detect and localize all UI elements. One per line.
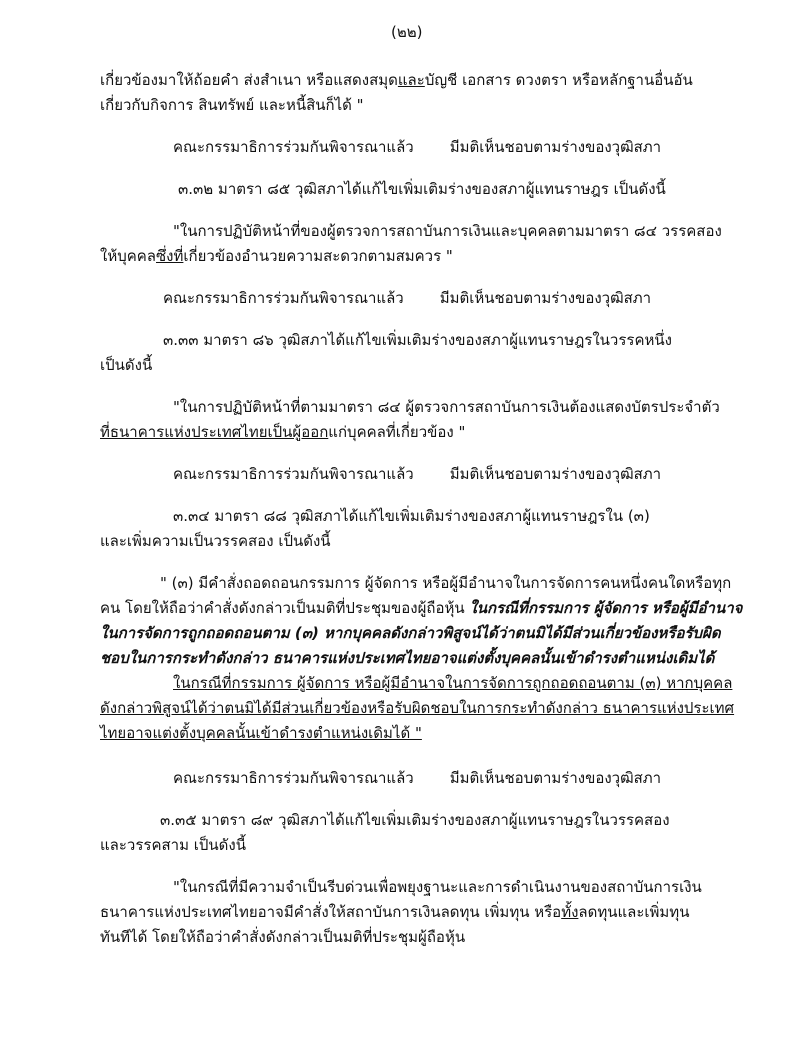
- quoted-text-line: คน โดยให้ถือว่าคำสั่งดังกล่าวเป็นมติที่ประชุมของผู้ถือหุ้น ในกรณีที่กรรมการ ผู้จัดการ หรือผู้มีอำนาจ: [100, 599, 743, 617]
- underlined-text: ที่ธนาคารแห่งประเทศไทยเป็นผู้ออก: [100, 423, 329, 441]
- underlined-text: และ: [397, 71, 425, 89]
- quoted-text-line: ให้บุคคลซึ่งที่เกี่ยวข้องอำนวยความสะดวกตามสมควร ": [100, 247, 453, 265]
- struck-text-line: ชอบในการกระทำดังกล่าว ธนาคารแห่งประเทศไทยอาจแต่งตั้งบุคคลนั้นเข้าดำรงตำแหน่งเดิมได้: [100, 649, 715, 667]
- section-heading: ๓.๓๕ มาตรา ๘๙ วุฒิสภาได้แก้ไขเพิ่มเติมร่างของสภาผู้แทนราษฎรในวรรคสอง: [160, 811, 670, 829]
- quoted-text-line: "ในการปฏิบัติหน้าที่ตามมาตรา ๘๔ ผู้ตรวจการสถาบันการเงินต้องแสดงบัตรประจำตัว: [173, 398, 720, 416]
- inserted-paragraph-line: ไทยอาจแต่งตั้งบุคคลนั้นเข้าดำรงตำแหน่งเดิมได้ ": [100, 724, 422, 742]
- struck-text: ในกรณีที่กรรมการ ผู้จัดการ หรือผู้มีอำนาจ: [469, 599, 743, 617]
- quoted-text-line: "ในกรณีที่มีความจำเป็นรีบด่วนเพื่อพยุงฐานะและการดำเนินงานของสถาบันการเงิน: [173, 878, 702, 896]
- underlined-text: ทั้ง: [561, 903, 579, 921]
- committee-resolution: คณะกรรมาธิการร่วมกันพิจารณาแล้ว มีมติเห็นชอบตามร่างของวุฒิสภา: [173, 769, 662, 787]
- quoted-text-line: " (๓) มีคำสั่งถอดถอนกรรมการ ผู้จัดการ หรือผู้มีอำนาจในการจัดการคนหนึ่งคนใดหรือทุก: [160, 574, 732, 592]
- quoted-text-line: ธนาคารแห่งประเทศไทยอาจมีคำสั่งให้สถาบันการเงินลดทุน เพิ่มทุน หรือทั้งลดทุนและเพิ่มทุน: [100, 903, 690, 921]
- paragraph-line: เกี่ยวข้องมาให้ถ้อยคำ ส่งสำเนา หรือแสดงสมุดและบัญชี เอกสาร ดวงตรา หรือหลักฐานอื่นอัน: [100, 71, 693, 89]
- struck-text-line: ในการจัดการถูกถอดถอนตาม (๓) หากบุคคลดังกล่าวพิสูจน์ได้ว่าตนมิได้มีส่วนเกี่ยวข้องหรือรับผิด: [100, 624, 721, 642]
- inserted-paragraph-line: ในกรณีที่กรรมการ ผู้จัดการ หรือผู้มีอำนาจในการจัดการถูกถอดถอนตาม (๓) หากบุคคล: [173, 674, 733, 692]
- section-heading: ๓.๓๒ มาตรา ๘๕ วุฒิสภาได้แก้ไขเพิ่มเติมร่างของสภาผู้แทนราษฎร เป็นดังนี้: [178, 180, 666, 198]
- inserted-paragraph-line: ดังกล่าวพิสูจน์ได้ว่าตนมิได้มีส่วนเกี่ยวข้องหรือรับผิดชอบในการกระทำดังกล่าว ธนาคารแห่งประเทศ: [100, 699, 735, 717]
- paragraph-line: เกี่ยวกับกิจการ สินทรัพย์ และหนี้สินก็ได้ ": [100, 96, 364, 114]
- quoted-text-line: ทันทีได้ โดยให้ถือว่าคำสั่งดังกล่าวเป็นมติที่ประชุมผู้ถือหุ้น: [100, 928, 466, 946]
- quoted-text-line: ที่ธนาคารแห่งประเทศไทยเป็นผู้ออกแก่บุคคลที่เกี่ยวข้อง ": [100, 423, 466, 441]
- quoted-text-line: "ในการปฏิบัติหน้าที่ของผู้ตรวจการสถาบันการเงินและบุคคลตามมาตรา ๘๔ วรรคสอง: [173, 222, 722, 240]
- page-number: (๒๒): [391, 23, 423, 41]
- section-heading: ๓.๓๓ มาตรา ๘๖ วุฒิสภาได้แก้ไขเพิ่มเติมร่างของสภาผู้แทนราษฎรในวรรคหนึ่ง: [163, 331, 672, 349]
- section-heading: ๓.๓๔ มาตรา ๘๘ วุฒิสภาได้แก้ไขเพิ่มเติมร่างของสภาผู้แทนราษฎรใน (๓): [173, 507, 650, 525]
- committee-resolution: คณะกรรมาธิการร่วมกันพิจารณาแล้ว มีมติเห็นชอบตามร่างของวุฒิสภา: [163, 289, 652, 307]
- section-heading-continuation: และวรรคสาม เป็นดังนี้: [100, 836, 246, 854]
- section-heading-continuation: และเพิ่มความเป็นวรรคสอง เป็นดังนี้: [100, 532, 331, 550]
- committee-resolution: คณะกรรมาธิการร่วมกันพิจารณาแล้ว มีมติเห็นชอบตามร่างของวุฒิสภา: [173, 465, 662, 483]
- underlined-text: ซึ่ง: [156, 247, 174, 265]
- section-heading-continuation: เป็นดังนี้: [100, 356, 153, 374]
- committee-resolution: คณะกรรมาธิการร่วมกันพิจารณาแล้ว มีมติเห็นชอบตามร่างของวุฒิสภา: [173, 138, 662, 156]
- underlined-text: ที่: [173, 247, 184, 265]
